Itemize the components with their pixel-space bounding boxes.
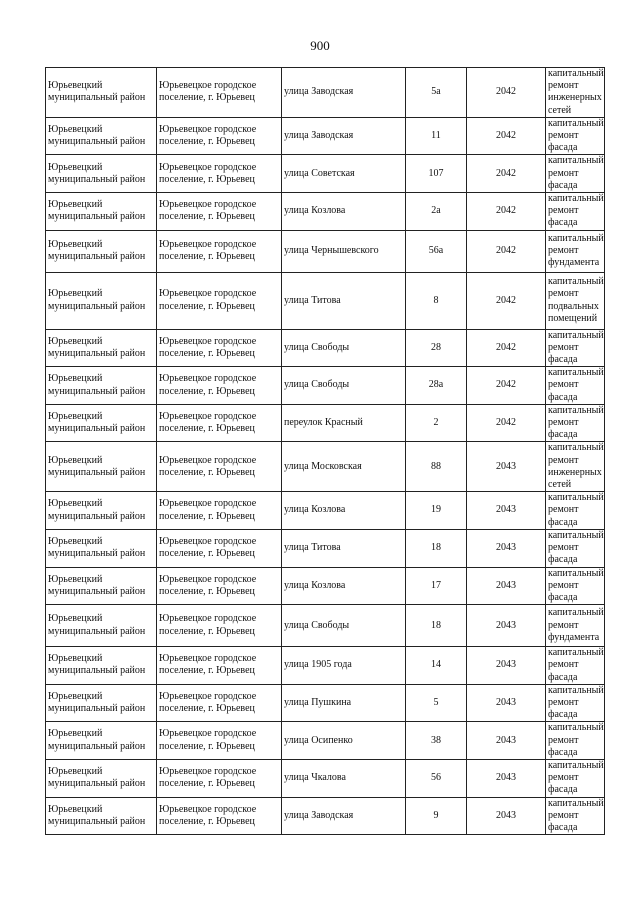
table-row (46, 329, 605, 367)
street-cell: улица Московская (282, 442, 406, 492)
settlement-cell: Юрьевецкое городское поселение, г. Юрьевец (157, 272, 282, 329)
street-cell: улица Советская (282, 155, 406, 193)
table-row (46, 647, 605, 685)
table-row (46, 404, 605, 442)
table-row (46, 117, 605, 155)
table-row (46, 155, 605, 193)
work-type-cell: капитальный ремонт инженерных сетей (546, 68, 605, 118)
year-cell: 2042 (467, 404, 546, 442)
district-cell: Юрьевецкий муниципальный район (46, 567, 157, 605)
work-type-cell: капитальный ремонт фасада (546, 759, 605, 797)
street-cell: улица Козлова (282, 492, 406, 530)
table-row (46, 367, 605, 405)
street-cell: улица Пушкина (282, 684, 406, 722)
district-cell: Юрьевецкий муниципальный район (46, 529, 157, 567)
street-cell: улица Титова (282, 272, 406, 329)
street-cell: улица Свободы (282, 605, 406, 647)
house-number-cell: 38 (406, 722, 467, 760)
settlement-cell: Юрьевецкое городское поселение, г. Юрьевец (157, 759, 282, 797)
work-type-cell: капитальный ремонт фасада (546, 404, 605, 442)
settlement-cell: Юрьевецкое городское поселение, г. Юрьевец (157, 193, 282, 231)
repair-schedule-table (45, 67, 605, 835)
house-number-cell: 56 (406, 759, 467, 797)
settlement-cell: Юрьевецкое городское поселение, г. Юрьевец (157, 684, 282, 722)
street-cell: улица Козлова (282, 193, 406, 231)
settlement-cell: Юрьевецкое городское поселение, г. Юрьевец (157, 647, 282, 685)
district-cell: Юрьевецкий муниципальный район (46, 230, 157, 272)
district-cell: Юрьевецкий муниципальный район (46, 492, 157, 530)
table-row (46, 193, 605, 231)
district-cell: Юрьевецкий муниципальный район (46, 155, 157, 193)
settlement-cell: Юрьевецкое городское поселение, г. Юрьевец (157, 367, 282, 405)
district-cell: Юрьевецкий муниципальный район (46, 684, 157, 722)
page-number: 900 (310, 38, 330, 53)
house-number-cell: 107 (406, 155, 467, 193)
work-type-cell: капитальный ремонт фасада (546, 647, 605, 685)
table-row (46, 492, 605, 530)
settlement-cell: Юрьевецкое городское поселение, г. Юрьевец (157, 605, 282, 647)
work-type-cell: капитальный ремонт фасада (546, 117, 605, 155)
year-cell: 2042 (467, 193, 546, 231)
street-cell: улица 1905 года (282, 647, 406, 685)
year-cell: 2042 (467, 68, 546, 118)
year-cell: 2043 (467, 759, 546, 797)
work-type-cell: капитальный ремонт фасада (546, 722, 605, 760)
settlement-cell: Юрьевецкое городское поселение, г. Юрьевец (157, 155, 282, 193)
settlement-cell: Юрьевецкое городское поселение, г. Юрьевец (157, 329, 282, 367)
work-type-cell: капитальный ремонт фасада (546, 492, 605, 530)
house-number-cell: 18 (406, 605, 467, 647)
table-row (46, 272, 605, 329)
district-cell: Юрьевецкий муниципальный район (46, 193, 157, 231)
settlement-cell: Юрьевецкое городское поселение, г. Юрьевец (157, 797, 282, 835)
work-type-cell: капитальный ремонт инженерных сетей (546, 442, 605, 492)
district-cell: Юрьевецкий муниципальный район (46, 647, 157, 685)
year-cell: 2042 (467, 329, 546, 367)
table-row (46, 605, 605, 647)
work-type-cell: капитальный ремонт фасада (546, 684, 605, 722)
table-row (46, 797, 605, 835)
street-cell: улица Чернышевского (282, 230, 406, 272)
work-type-cell: капитальный ремонт фасада (546, 367, 605, 405)
street-cell: улица Козлова (282, 567, 406, 605)
year-cell: 2042 (467, 155, 546, 193)
district-cell: Юрьевецкий муниципальный район (46, 367, 157, 405)
street-cell: улица Чкалова (282, 759, 406, 797)
work-type-cell: капитальный ремонт фасада (546, 329, 605, 367)
table-row (46, 529, 605, 567)
work-type-cell: капитальный ремонт фасада (546, 797, 605, 835)
district-cell: Юрьевецкий муниципальный район (46, 117, 157, 155)
house-number-cell: 11 (406, 117, 467, 155)
settlement-cell: Юрьевецкое городское поселение, г. Юрьевец (157, 722, 282, 760)
house-number-cell: 9 (406, 797, 467, 835)
street-cell: улица Свободы (282, 329, 406, 367)
settlement-cell: Юрьевецкое городское поселение, г. Юрьевец (157, 529, 282, 567)
year-cell: 2043 (467, 442, 546, 492)
street-cell: переулок Красный (282, 404, 406, 442)
settlement-cell: Юрьевецкое городское поселение, г. Юрьевец (157, 404, 282, 442)
work-type-cell: капитальный ремонт подвальных помещений (546, 272, 605, 329)
table-row (46, 759, 605, 797)
work-type-cell: капитальный ремонт фасада (546, 567, 605, 605)
street-cell: улица Свободы (282, 367, 406, 405)
table-body (46, 68, 605, 835)
table-row (46, 567, 605, 605)
house-number-cell: 2а (406, 193, 467, 231)
table-row (46, 230, 605, 272)
district-cell: Юрьевецкий муниципальный район (46, 404, 157, 442)
settlement-cell: Юрьевецкое городское поселение, г. Юрьевец (157, 492, 282, 530)
table-row (46, 684, 605, 722)
settlement-cell: Юрьевецкое городское поселение, г. Юрьевец (157, 68, 282, 118)
district-cell: Юрьевецкий муниципальный район (46, 797, 157, 835)
settlement-cell: Юрьевецкое городское поселение, г. Юрьевец (157, 117, 282, 155)
work-type-cell: капитальный ремонт фасада (546, 155, 605, 193)
house-number-cell: 88 (406, 442, 467, 492)
house-number-cell: 56а (406, 230, 467, 272)
year-cell: 2043 (467, 722, 546, 760)
district-cell: Юрьевецкий муниципальный район (46, 68, 157, 118)
work-type-cell: капитальный ремонт фасада (546, 529, 605, 567)
street-cell: улица Заводская (282, 68, 406, 118)
year-cell: 2042 (467, 367, 546, 405)
year-cell: 2042 (467, 272, 546, 329)
house-number-cell: 5 (406, 684, 467, 722)
work-type-cell: капитальный ремонт фасада (546, 193, 605, 231)
district-cell: Юрьевецкий муниципальный район (46, 605, 157, 647)
work-type-cell: капитальный ремонт фундамента (546, 605, 605, 647)
district-cell: Юрьевецкий муниципальный район (46, 272, 157, 329)
street-cell: улица Заводская (282, 117, 406, 155)
district-cell: Юрьевецкий муниципальный район (46, 329, 157, 367)
settlement-cell: Юрьевецкое городское поселение, г. Юрьевец (157, 230, 282, 272)
settlement-cell: Юрьевецкое городское поселение, г. Юрьевец (157, 567, 282, 605)
year-cell: 2043 (467, 605, 546, 647)
year-cell: 2043 (467, 567, 546, 605)
work-type-cell: капитальный ремонт фундамента (546, 230, 605, 272)
house-number-cell: 8 (406, 272, 467, 329)
table-row (46, 68, 605, 118)
district-cell: Юрьевецкий муниципальный район (46, 442, 157, 492)
street-cell: улица Осипенко (282, 722, 406, 760)
year-cell: 2042 (467, 230, 546, 272)
year-cell: 2043 (467, 529, 546, 567)
year-cell: 2043 (467, 797, 546, 835)
district-cell: Юрьевецкий муниципальный район (46, 722, 157, 760)
house-number-cell: 28а (406, 367, 467, 405)
house-number-cell: 28 (406, 329, 467, 367)
house-number-cell: 14 (406, 647, 467, 685)
year-cell: 2043 (467, 684, 546, 722)
year-cell: 2043 (467, 492, 546, 530)
settlement-cell: Юрьевецкое городское поселение, г. Юрьевец (157, 442, 282, 492)
table-row (46, 442, 605, 492)
year-cell: 2042 (467, 117, 546, 155)
house-number-cell: 17 (406, 567, 467, 605)
house-number-cell: 19 (406, 492, 467, 530)
year-cell: 2043 (467, 647, 546, 685)
district-cell: Юрьевецкий муниципальный район (46, 759, 157, 797)
house-number-cell: 2 (406, 404, 467, 442)
house-number-cell: 18 (406, 529, 467, 567)
street-cell: улица Титова (282, 529, 406, 567)
house-number-cell: 5а (406, 68, 467, 118)
table-row (46, 722, 605, 760)
street-cell: улица Заводская (282, 797, 406, 835)
